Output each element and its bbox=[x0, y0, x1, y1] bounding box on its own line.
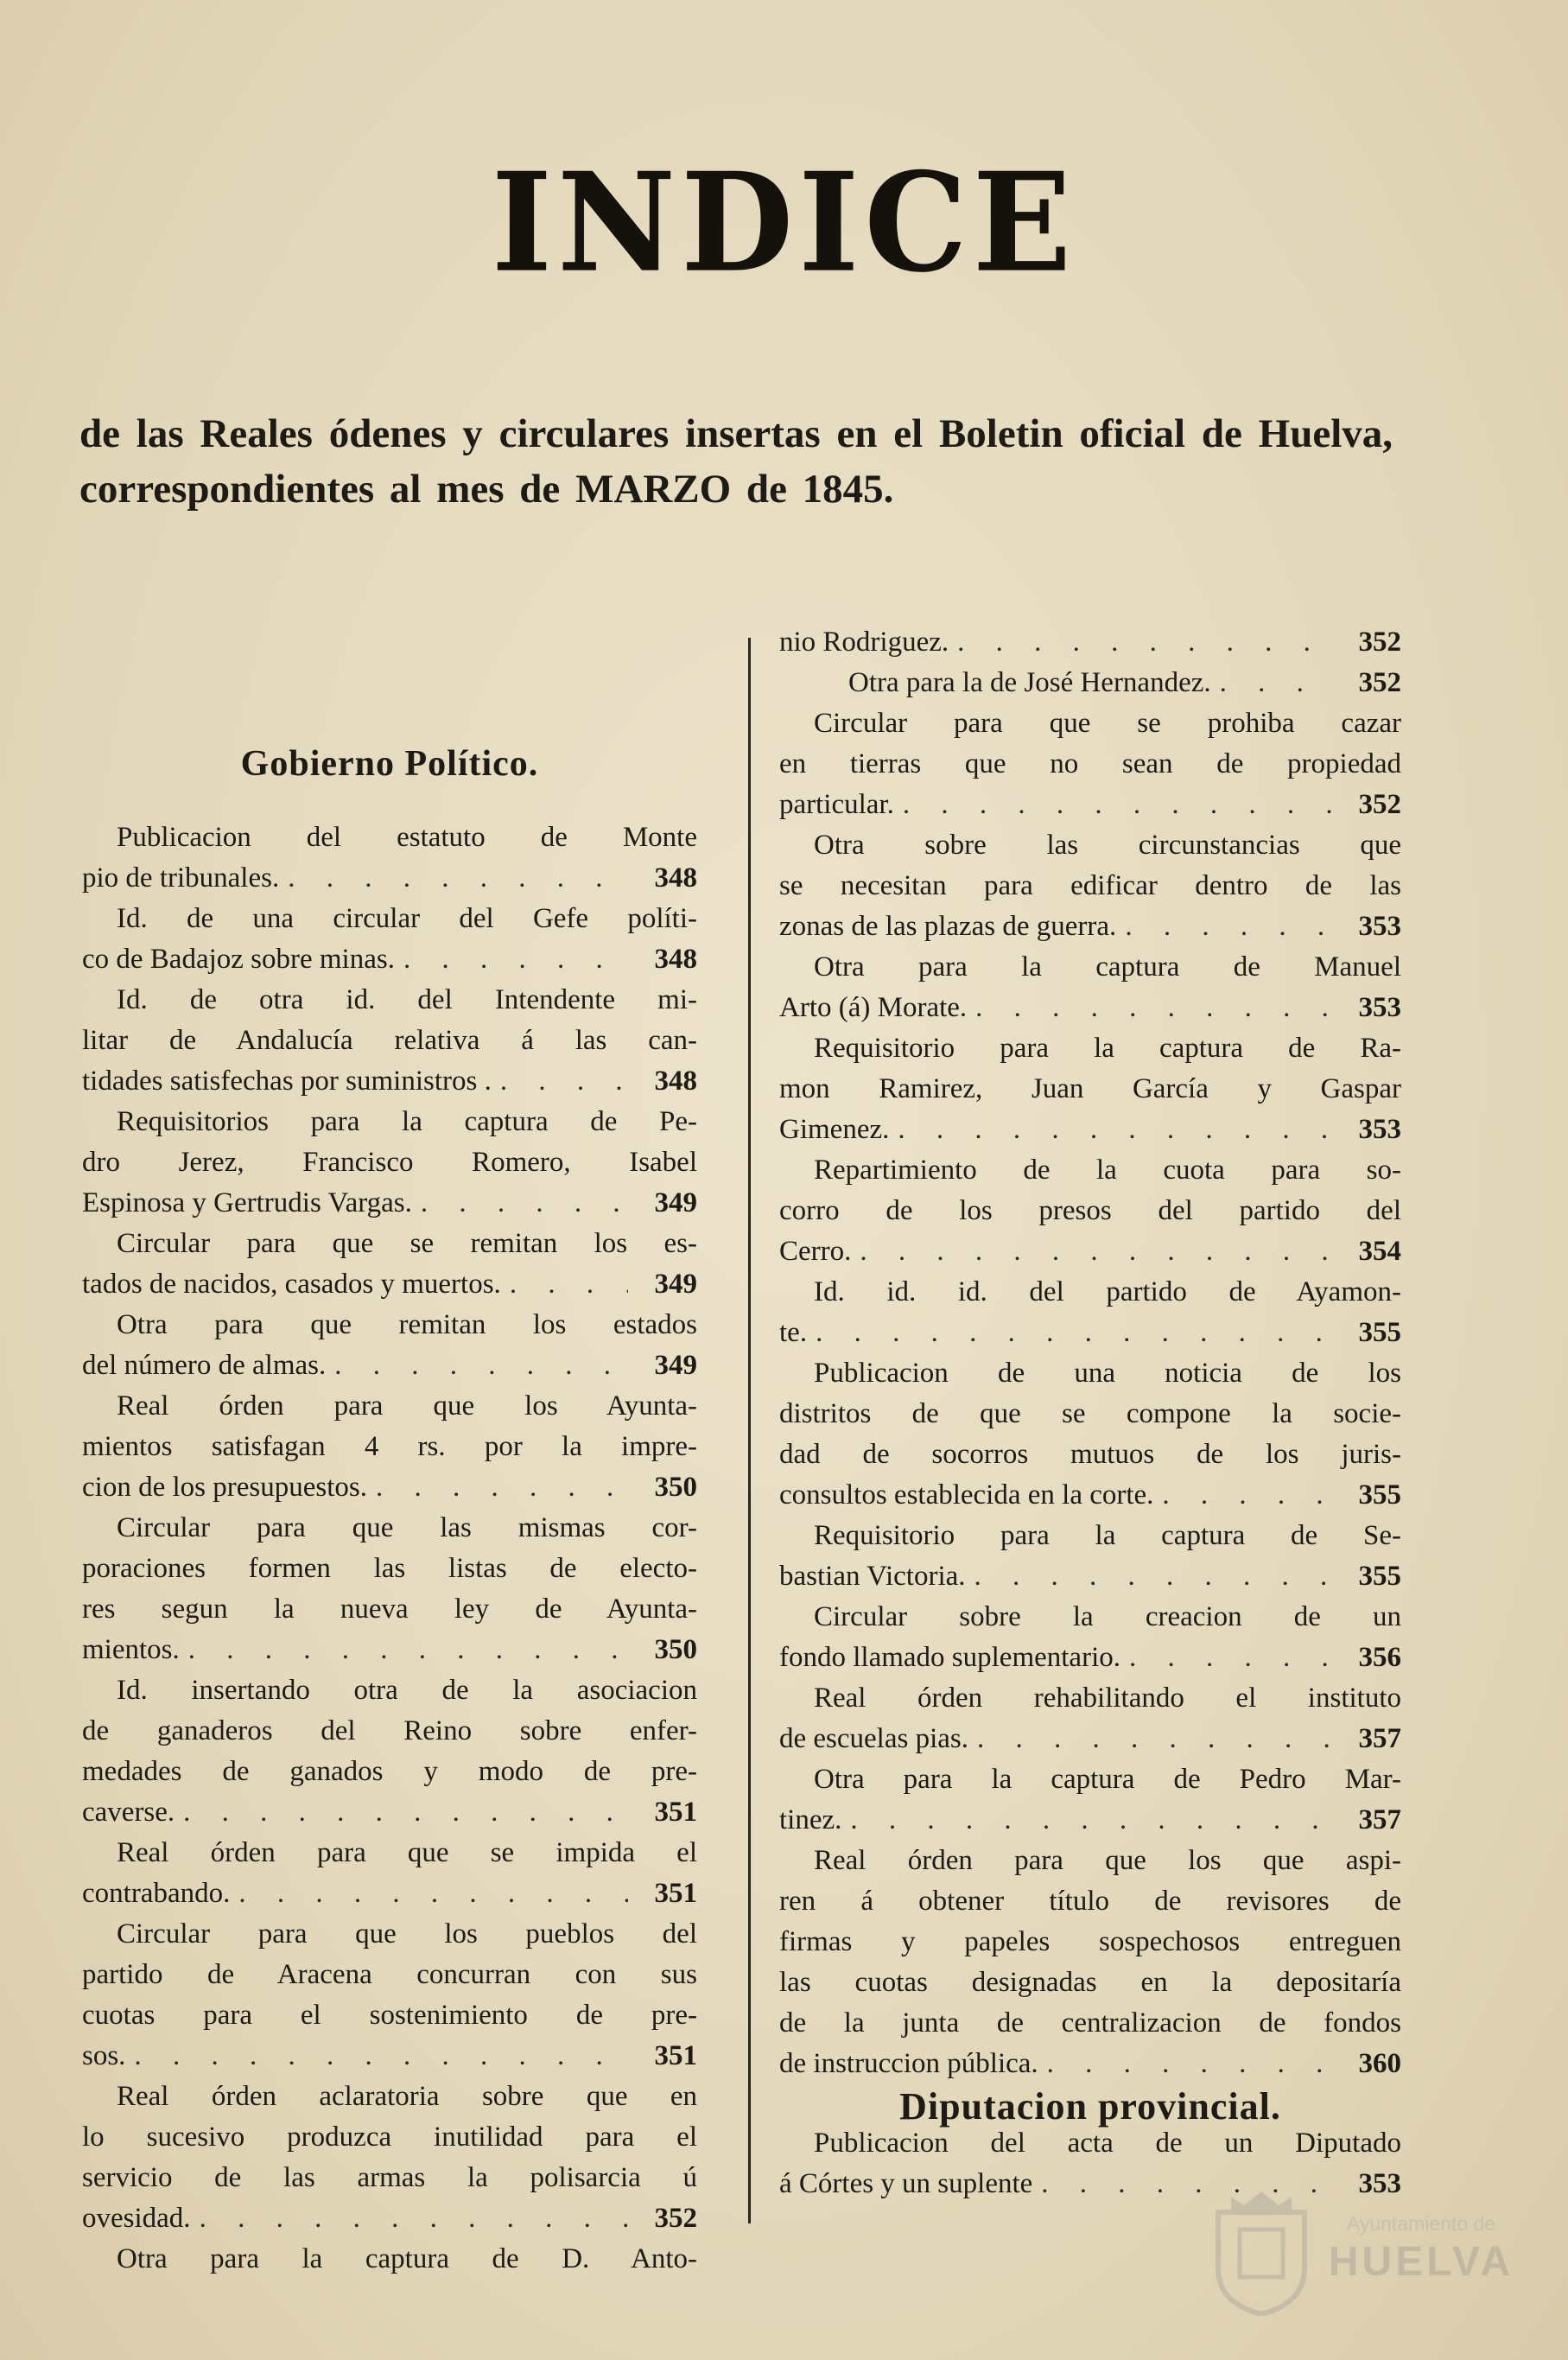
entry-text: nio Rodriguez. bbox=[779, 627, 949, 658]
entry-text: ovesidad. bbox=[82, 2203, 191, 2234]
entry-text: Otra para la captura de Pedro Mar- bbox=[814, 1764, 1401, 1795]
entry-line bbox=[779, 663, 1401, 703]
index-entry bbox=[82, 1386, 697, 1508]
entry-text: firmas y papeles sospechosos entreguen bbox=[779, 1926, 1401, 1957]
entry-line bbox=[779, 1394, 1401, 1434]
entry-text: Otra para la de José Hernandez. bbox=[848, 667, 1211, 698]
entry-text: poraciones formen las listas de electo- bbox=[82, 1553, 697, 1584]
page-number: 352 bbox=[1358, 789, 1401, 820]
entry-text: cuotas para el sostenimiento de pre- bbox=[82, 2000, 697, 2031]
entry-line bbox=[82, 1386, 697, 1427]
page-number: 349 bbox=[654, 1269, 697, 1300]
entry-line bbox=[82, 1914, 697, 1955]
entry-line bbox=[82, 1508, 697, 1549]
entry-line bbox=[82, 2158, 697, 2198]
entry-text: dad de socorros mutuos de los juris- bbox=[779, 1439, 1401, 1470]
entry-line bbox=[779, 703, 1401, 744]
entry-line bbox=[82, 980, 697, 1021]
right-column bbox=[779, 622, 1401, 2204]
entry-line bbox=[779, 1841, 1401, 1881]
index-entry bbox=[779, 1597, 1401, 1678]
entry-line bbox=[82, 1102, 697, 1142]
dot-leader bbox=[1162, 1475, 1332, 1516]
entry-text: las cuotas designadas en la depositaría bbox=[779, 1967, 1401, 1998]
index-entry bbox=[779, 703, 1401, 825]
entry-text: Requisitorio para la captura de Ra- bbox=[814, 1033, 1401, 1064]
entry-text: corro de los presos del partido del bbox=[779, 1195, 1401, 1226]
entry-line bbox=[779, 1556, 1401, 1597]
entry-text: bastian Victoria. bbox=[779, 1561, 966, 1592]
column-divider bbox=[748, 638, 751, 2223]
section-heading: Gobierno Político. bbox=[240, 744, 539, 784]
section-heading: Diputacion provincial. bbox=[899, 2085, 1281, 2128]
index-entry bbox=[82, 817, 697, 899]
entry-line bbox=[779, 2003, 1401, 2044]
entry-line bbox=[82, 1183, 697, 1224]
index-entry bbox=[779, 1028, 1401, 1150]
entry-text: Id. insertando otra de la asociacion bbox=[117, 1675, 697, 1706]
entry-line bbox=[779, 785, 1401, 825]
entry-text: consultos establecida en la corte. bbox=[779, 1479, 1154, 1511]
dot-leader bbox=[957, 622, 1332, 663]
entry-line bbox=[779, 1719, 1401, 1759]
index-entry bbox=[779, 1841, 1401, 2084]
entry-text: tidades satisfechas por suministros . bbox=[82, 1065, 492, 1097]
entry-line bbox=[82, 817, 697, 858]
page-number: 349 bbox=[654, 1187, 697, 1218]
entry-text: res segun la nueva ley de Ayunta- bbox=[82, 1593, 697, 1625]
entry-text: contrabando. bbox=[82, 1878, 231, 1909]
dot-leader bbox=[334, 1345, 628, 1386]
index-entry bbox=[82, 1102, 697, 1224]
entry-text: Id. de una circular del Gefe políti- bbox=[117, 903, 697, 934]
entry-line bbox=[82, 899, 697, 939]
entry-text: co de Badajoz sobre minas. bbox=[82, 944, 395, 975]
entry-line bbox=[779, 1313, 1401, 1353]
dot-leader bbox=[816, 1313, 1332, 1353]
entry-text: Real órden rehabilitando el instituto bbox=[814, 1683, 1401, 1714]
entry-text: de instruccion pública. bbox=[779, 2048, 1038, 2079]
dot-leader bbox=[1220, 663, 1332, 703]
index-entry bbox=[779, 825, 1401, 947]
page-number: 351 bbox=[654, 2040, 697, 2071]
index-entry bbox=[82, 1670, 697, 1833]
entry-text: tinez. bbox=[779, 1804, 842, 1835]
dot-leader bbox=[1129, 1638, 1332, 1678]
entry-text: te. bbox=[779, 1317, 808, 1348]
entry-line bbox=[779, 1800, 1401, 1841]
entry-text: tados de nacidos, casados y muertos. bbox=[82, 1269, 501, 1300]
entry-text: de escuelas pias. bbox=[779, 1723, 968, 1754]
entry-text: mientos satisfagan 4 rs. por la impre- bbox=[82, 1431, 697, 1462]
entry-line bbox=[82, 2117, 697, 2158]
dot-leader bbox=[898, 1110, 1332, 1150]
dot-leader bbox=[134, 2036, 628, 2077]
entry-line bbox=[82, 1427, 697, 1467]
entry-line bbox=[82, 1995, 697, 2036]
entry-text: de ganaderos del Reino sobre enfer- bbox=[82, 1715, 697, 1746]
entry-text: cion de los presupuestos. bbox=[82, 1472, 367, 1503]
entry-line bbox=[82, 1264, 697, 1305]
index-entry bbox=[82, 980, 697, 1102]
page-number: 353 bbox=[1358, 992, 1401, 1023]
entry-text: Circular para que se prohiba cazar bbox=[814, 708, 1401, 739]
page-number: 355 bbox=[1358, 1317, 1401, 1348]
entry-line bbox=[779, 1069, 1401, 1110]
dot-leader bbox=[974, 1556, 1332, 1597]
page-title: INDICE bbox=[491, 143, 1077, 303]
entry-line bbox=[82, 1345, 697, 1386]
entry-text: Real órden para que se impida el bbox=[117, 1837, 697, 1868]
dot-leader bbox=[376, 1467, 628, 1508]
entry-line bbox=[779, 2044, 1401, 2084]
entry-text: particular. bbox=[779, 789, 894, 820]
index-entry bbox=[779, 622, 1401, 663]
page-subtitle: de las Reales ódenes y circulares insertas en el Boletin oficial de Huelva, correspondientes al mes de MARZO de 1845. bbox=[79, 411, 1393, 512]
entry-line bbox=[779, 1150, 1401, 1191]
dot-leader bbox=[188, 1630, 628, 1670]
index-entry bbox=[779, 947, 1401, 1028]
entry-line bbox=[82, 939, 697, 980]
index-entry bbox=[779, 1150, 1401, 1272]
dot-leader bbox=[977, 1719, 1332, 1759]
entry-line bbox=[779, 1475, 1401, 1516]
entry-line bbox=[779, 1516, 1401, 1556]
dot-leader bbox=[510, 1264, 628, 1305]
entry-text: se necesitan para edificar dentro de las bbox=[779, 870, 1401, 901]
dot-leader bbox=[288, 858, 628, 899]
entry-line bbox=[82, 1630, 697, 1670]
entry-line bbox=[82, 1873, 697, 1914]
entry-line bbox=[82, 2036, 697, 2077]
entry-text: Real órden para que los que aspi- bbox=[814, 1845, 1401, 1876]
entry-line bbox=[82, 2239, 697, 2280]
entry-line bbox=[82, 1142, 697, 1183]
entry-text: pio de tribunales. bbox=[82, 862, 280, 894]
page-number: 348 bbox=[654, 1065, 697, 1097]
watermark-line1: Ayuntamiento de bbox=[1346, 2212, 1496, 2235]
entry-line bbox=[779, 1353, 1401, 1394]
dot-leader bbox=[238, 1873, 628, 1914]
entry-line bbox=[779, 906, 1401, 947]
entry-text: en tierras que no sean de propiedad bbox=[779, 748, 1401, 779]
entry-line bbox=[82, 1467, 697, 1508]
entry-text: Real órden aclaratoria sobre que en bbox=[117, 2081, 697, 2112]
page-number: 351 bbox=[654, 1797, 697, 1828]
entry-text: Circular para que las mismas cor- bbox=[117, 1512, 697, 1543]
entry-line bbox=[82, 1833, 697, 1873]
entry-text: servicio de las armas la polisarcia ú bbox=[82, 2162, 697, 2193]
page-number: 356 bbox=[1358, 1642, 1401, 1673]
watermark-line2: HUELVA bbox=[1328, 2239, 1514, 2285]
entry-line bbox=[779, 1922, 1401, 1962]
entry-line bbox=[82, 1792, 697, 1833]
index-entry bbox=[82, 1914, 697, 2077]
page-number: 351 bbox=[654, 1878, 697, 1909]
entry-text: litar de Andalucía relativa á las can- bbox=[82, 1025, 697, 1056]
entry-line bbox=[82, 1061, 697, 1102]
page-number: 348 bbox=[654, 944, 697, 975]
dot-leader bbox=[975, 988, 1332, 1028]
entry-text: mientos. bbox=[82, 1634, 180, 1665]
entry-line bbox=[779, 866, 1401, 906]
entry-text: mon Ramirez, Juan García y Gaspar bbox=[779, 1073, 1401, 1104]
entry-line bbox=[779, 744, 1401, 785]
entry-line bbox=[82, 858, 697, 899]
entry-line bbox=[779, 1638, 1401, 1678]
index-entry bbox=[82, 1305, 697, 1386]
dot-leader bbox=[850, 1800, 1332, 1841]
dot-leader bbox=[903, 785, 1332, 825]
entry-text: Circular para que los pueblos del bbox=[117, 1918, 697, 1950]
entry-line bbox=[82, 1021, 697, 1061]
page-number: 357 bbox=[1358, 1804, 1401, 1835]
entry-text: medades de ganados y modo de pre- bbox=[82, 1756, 697, 1787]
page-number: 355 bbox=[1358, 1561, 1401, 1592]
entry-text: Otra para la captura de Manuel bbox=[814, 951, 1401, 983]
entry-text: zonas de las plazas de guerra. bbox=[779, 911, 1117, 942]
page-number: 353 bbox=[1358, 2168, 1401, 2199]
crest-icon bbox=[1205, 2186, 1317, 2316]
entry-line bbox=[779, 825, 1401, 866]
entry-line bbox=[82, 1305, 697, 1345]
entry-line bbox=[82, 1752, 697, 1792]
index-entry bbox=[779, 1759, 1401, 1841]
entry-text: á Córtes y un suplente bbox=[779, 2168, 1033, 2199]
dot-leader bbox=[1125, 906, 1332, 947]
archive-watermark bbox=[1205, 2186, 1516, 2316]
page-number: 354 bbox=[1358, 1236, 1401, 1267]
entry-line bbox=[779, 1110, 1401, 1150]
dot-leader bbox=[1047, 2044, 1332, 2084]
entry-text: Publicacion de una noticia de los bbox=[814, 1358, 1401, 1389]
entry-text: Real órden para que los Ayunta- bbox=[117, 1390, 697, 1422]
index-entry bbox=[82, 1224, 697, 1305]
entry-line bbox=[779, 1231, 1401, 1272]
entry-line bbox=[82, 2077, 697, 2117]
index-entry bbox=[82, 1508, 697, 1670]
entry-text: caverse. bbox=[82, 1797, 175, 1828]
entry-text: Otra para la captura de D. Anto- bbox=[117, 2243, 697, 2274]
page-number: 353 bbox=[1358, 911, 1401, 942]
entry-line bbox=[779, 1434, 1401, 1475]
entry-text: Id. id. id. del partido de Ayamon- bbox=[814, 1276, 1401, 1307]
entry-text: sos. bbox=[82, 2040, 126, 2071]
dot-leader bbox=[421, 1183, 628, 1224]
entry-text: Otra para que remitan los estados bbox=[117, 1309, 697, 1340]
entry-line bbox=[82, 1224, 697, 1264]
entry-text: lo sucesivo produzca inutilidad para el bbox=[82, 2121, 697, 2153]
entry-text: Repartimiento de la cuota para so- bbox=[814, 1155, 1401, 1186]
left-column bbox=[82, 743, 697, 2280]
entry-line bbox=[82, 1955, 697, 1995]
dot-leader bbox=[860, 1231, 1332, 1272]
entry-line bbox=[779, 1881, 1401, 1922]
index-entry bbox=[82, 899, 697, 980]
entry-line bbox=[779, 622, 1401, 663]
page-number: 348 bbox=[654, 862, 697, 894]
index-entry bbox=[82, 2077, 697, 2239]
entry-text: Circular para que se remitan los es- bbox=[117, 1228, 697, 1259]
entry-line bbox=[779, 947, 1401, 988]
entry-line bbox=[82, 1711, 697, 1752]
entry-line bbox=[82, 1589, 697, 1630]
index-entry bbox=[82, 1833, 697, 1914]
entry-text: del número de almas. bbox=[82, 1350, 327, 1381]
entry-text: Requisitorio para la captura de Se- bbox=[814, 1520, 1401, 1551]
entry-text: ren á obtener título de revisores de bbox=[779, 1886, 1401, 1917]
entry-line bbox=[82, 1670, 697, 1711]
entry-text: Circular sobre la creacion de un bbox=[814, 1601, 1401, 1632]
entry-text: distritos de que se compone la socie- bbox=[779, 1398, 1401, 1429]
entry-line bbox=[779, 1759, 1401, 1800]
entry-text: fondo llamado suplementario. bbox=[779, 1642, 1120, 1673]
page-number: 353 bbox=[1358, 1114, 1401, 1145]
entry-line bbox=[779, 1678, 1401, 1719]
entry-text: partido de Aracena concurran con sus bbox=[82, 1959, 697, 1990]
index-entry bbox=[779, 1272, 1401, 1353]
entry-line bbox=[779, 1272, 1401, 1313]
page-number: 352 bbox=[654, 2203, 697, 2234]
entry-line bbox=[779, 1597, 1401, 1638]
entry-text: Id. de otra id. del Intendente mi- bbox=[117, 984, 697, 1015]
dot-leader bbox=[403, 939, 628, 980]
entry-line bbox=[779, 1191, 1401, 1231]
index-entry bbox=[82, 2239, 697, 2280]
entry-line bbox=[779, 1962, 1401, 2003]
index-entry bbox=[779, 1678, 1401, 1759]
page-number: 350 bbox=[654, 1472, 697, 1503]
page-number: 355 bbox=[1358, 1479, 1401, 1511]
dot-leader bbox=[500, 1061, 628, 1102]
entry-text: de la junta de centralizacion de fondos bbox=[779, 2007, 1401, 2039]
page-number: 350 bbox=[654, 1634, 697, 1665]
entry-line bbox=[779, 2123, 1401, 2164]
entry-text: Espinosa y Gertrudis Vargas. bbox=[82, 1187, 412, 1218]
entry-text: dro Jerez, Francisco Romero, Isabel bbox=[82, 1147, 697, 1178]
dot-leader bbox=[200, 2198, 628, 2239]
index-entry bbox=[779, 1353, 1401, 1516]
index-entry bbox=[779, 663, 1401, 703]
entry-text: Publicacion del acta de un Diputado bbox=[814, 2128, 1401, 2159]
entry-text: Otra sobre las circunstancias que bbox=[814, 830, 1401, 861]
entry-line bbox=[82, 1549, 697, 1589]
entry-text: Arto (á) Morate. bbox=[779, 992, 968, 1023]
entry-line bbox=[82, 2198, 697, 2239]
index-entry bbox=[779, 1516, 1401, 1597]
dot-leader bbox=[183, 1792, 628, 1833]
entry-text: Requisitorios para la captura de Pe- bbox=[117, 1106, 697, 1137]
entry-line bbox=[779, 1028, 1401, 1069]
page-number: 352 bbox=[1358, 667, 1401, 698]
page-number: 360 bbox=[1358, 2048, 1401, 2079]
entry-text: Gimenez. bbox=[779, 1114, 890, 1145]
entry-text: Publicacion del estatuto de Monte bbox=[117, 822, 697, 853]
page-number: 352 bbox=[1358, 627, 1401, 658]
entry-text: Cerro. bbox=[779, 1236, 852, 1267]
entry-line bbox=[779, 988, 1401, 1028]
page-number: 357 bbox=[1358, 1723, 1401, 1754]
page-number: 349 bbox=[654, 1350, 697, 1381]
